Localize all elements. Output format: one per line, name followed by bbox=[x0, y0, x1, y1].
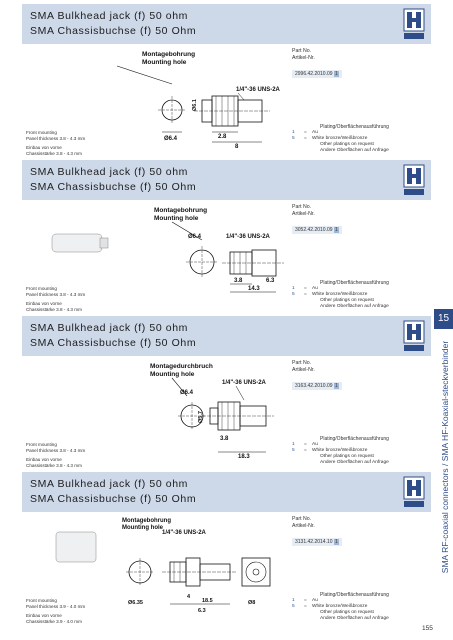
hole-label-de: Montagebohrung bbox=[122, 518, 171, 524]
part-number bbox=[292, 226, 342, 234]
dim-2: 3.8 bbox=[220, 436, 229, 442]
plating-block bbox=[292, 280, 430, 310]
plating-note-de: Andere Oberflächen auf Anfrage bbox=[320, 304, 389, 309]
product-title-de: SMA Chassisbuchse (f) 50 Ohm bbox=[30, 493, 197, 505]
plating-note-en: Other platings on request bbox=[320, 610, 374, 615]
plating-option: 1 = Au bbox=[292, 598, 318, 603]
part-label-de: Artikel-Nr. bbox=[292, 211, 315, 217]
product-title-en: SMA Bulkhead jack (f) 50 ohm bbox=[30, 166, 189, 178]
dim-1: Ø6.4 bbox=[188, 234, 202, 240]
thread-label: 1/4"-36 UNS-2A bbox=[162, 530, 206, 536]
plating-option: 1 = Au bbox=[292, 130, 318, 135]
plating-heading: Plating/Oberflächenausführung bbox=[320, 280, 389, 286]
plating-option: 1 = Au bbox=[292, 442, 318, 447]
chapter-title: SMA RF-coaxial connectors / SMA HF-Koaxial-steckverbinder bbox=[439, 340, 450, 574]
dim-5: Ø8 bbox=[248, 600, 256, 606]
product-title-en: SMA Bulkhead jack (f) 50 ohm bbox=[30, 478, 189, 490]
dim-1: Ø6.4 bbox=[164, 136, 178, 142]
plating-block bbox=[292, 592, 430, 622]
hole-label-en: Mounting hole bbox=[150, 371, 195, 378]
product-header bbox=[22, 316, 431, 356]
product-title-de: SMA Chassisbuchse (f) 50 Ohm bbox=[30, 337, 197, 349]
part-number-text: 3131.42.2014.10 bbox=[295, 539, 333, 545]
dim-4: Ø5.7 bbox=[198, 411, 204, 423]
plating-heading: Plating/Oberflächenausführung bbox=[320, 592, 389, 598]
page-number: 155 bbox=[422, 625, 433, 632]
hole-label-de: Montagebohrung bbox=[142, 51, 196, 58]
plating-note-en: Other platings on request bbox=[320, 298, 374, 303]
chapter-tab: 15 bbox=[434, 309, 453, 329]
plating-heading: Plating/Oberflächenausführung bbox=[320, 436, 389, 442]
plating-option: 5 = White bronze/Weißbronze bbox=[292, 292, 368, 297]
dim-1: Ø6.35 bbox=[128, 600, 143, 606]
plating-note-de: Andere Oberflächen auf Anfrage bbox=[320, 460, 389, 465]
hole-label-de: Montagebohrung bbox=[154, 207, 208, 214]
product-header bbox=[22, 472, 431, 512]
part-label-de: Artikel-Nr. bbox=[292, 55, 315, 61]
plating-note-en: Other platings on request bbox=[320, 142, 374, 147]
mounting-info: Front mounting Panel thickness 3.8 - 4.3 mm Einbau von vorne Chassisstärke 3.8 - 4.3 mm bbox=[26, 286, 86, 312]
thread-label: 1/4"-36 UNS-2A bbox=[222, 380, 266, 386]
plating-note-de: Andere Oberflächen auf Anfrage bbox=[320, 616, 389, 621]
product-header bbox=[22, 160, 431, 200]
part-label-en: Part No. bbox=[292, 360, 312, 366]
part-number-digit: 1 bbox=[334, 383, 338, 389]
plating-block bbox=[292, 124, 430, 154]
hole-label-en: Mounting hole bbox=[142, 59, 187, 66]
hole-label-de: Montagedurchbruch bbox=[150, 363, 213, 370]
part-number bbox=[292, 382, 342, 390]
hole-label-en: Mounting hole bbox=[154, 215, 199, 222]
dim-3: 18.5 bbox=[202, 598, 213, 604]
product-title-en: SMA Bulkhead jack (f) 50 ohm bbox=[30, 10, 189, 22]
dim-4: 6.3 bbox=[198, 608, 206, 614]
dim-4: 6.3 bbox=[266, 278, 275, 284]
part-number-block bbox=[292, 516, 424, 548]
part-number-block bbox=[292, 204, 424, 236]
company-logo bbox=[403, 8, 425, 40]
part-number-block bbox=[292, 360, 424, 392]
product-title-de: SMA Chassisbuchse (f) 50 Ohm bbox=[30, 181, 197, 193]
dim-2: 3.8 bbox=[234, 278, 243, 284]
company-logo bbox=[403, 320, 425, 352]
part-number bbox=[292, 70, 342, 78]
mounting-info: Front mounting Panel thickness 3.9 - 4.0 mm Einbau von vorne Chassisstärke 3.9 - 4.0 mm bbox=[26, 598, 86, 624]
plating-block bbox=[292, 436, 430, 466]
dim-3: 18.3 bbox=[238, 454, 250, 460]
part-label-de: Artikel-Nr. bbox=[292, 367, 315, 373]
product-title-en: SMA Bulkhead jack (f) 50 ohm bbox=[30, 322, 189, 334]
part-number-text: 3052.42.2010.09 bbox=[295, 227, 333, 233]
plating-note-en: Other platings on request bbox=[320, 454, 374, 459]
company-logo bbox=[403, 164, 425, 196]
part-label-de: Artikel-Nr. bbox=[292, 523, 315, 529]
plating-note-de: Andere Oberflächen auf Anfrage bbox=[320, 148, 389, 153]
thread-label: 1/4"-36 UNS-2A bbox=[226, 234, 270, 240]
product-header bbox=[22, 4, 431, 44]
part-number-digit: 1 bbox=[334, 227, 338, 233]
part-number-text: 2996.42.2010.09 bbox=[295, 71, 333, 77]
plating-option: 5 = White bronze/Weißbronze bbox=[292, 136, 368, 141]
part-label-en: Part No. bbox=[292, 516, 312, 522]
plating-option: 5 = White bronze/Weißbronze bbox=[292, 448, 368, 453]
part-label-en: Part No. bbox=[292, 48, 312, 54]
dim-2: 4 bbox=[187, 594, 191, 600]
product-title-de: SMA Chassisbuchse (f) 50 Ohm bbox=[30, 25, 197, 37]
mounting-info: Front mounting Panel thickness 3.8 - 4.3 mm Einbau von vorne Chassisstärke 3.8 - 4.3 mm bbox=[26, 442, 86, 468]
part-number-digit: 1 bbox=[334, 539, 338, 545]
mounting-info: Front mounting Panel thickness 3.8 - 4.3 mm Einbau von vorne Chassisstärke 3.8 - 4.3 mm bbox=[26, 130, 86, 156]
dim-1: Ø6.4 bbox=[180, 390, 194, 396]
plating-option: 1 = Au bbox=[292, 286, 318, 291]
part-number-text: 3163.42.2010.09 bbox=[295, 383, 333, 389]
plating-option: 5 = White bronze/Weißbronze bbox=[292, 604, 368, 609]
dim-4: Ø6.1 bbox=[192, 99, 198, 111]
part-label-en: Part No. bbox=[292, 204, 312, 210]
hole-label-en: Mounting hole bbox=[122, 525, 163, 531]
dim-2: 2.8 bbox=[218, 134, 227, 140]
part-number-block bbox=[292, 48, 424, 80]
part-number-digit: 1 bbox=[334, 71, 338, 77]
part-number bbox=[292, 538, 342, 546]
dim-3: 8 bbox=[235, 144, 239, 150]
company-logo bbox=[403, 476, 425, 508]
thread-label: 1/4"-36 UNS-2A bbox=[236, 87, 280, 93]
dim-3: 14.3 bbox=[248, 286, 260, 292]
plating-heading: Plating/Oberflächenausführung bbox=[320, 124, 389, 130]
